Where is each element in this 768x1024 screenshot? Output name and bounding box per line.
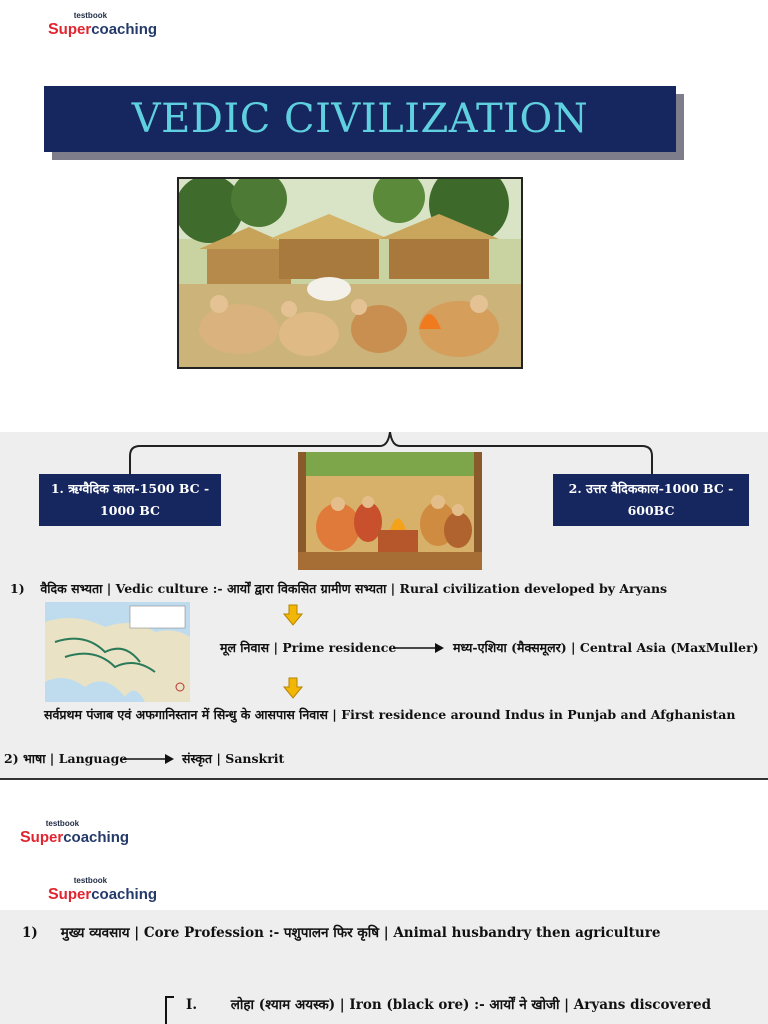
yajna-illustration (298, 452, 482, 570)
arrow-down-icon (283, 604, 303, 626)
logo-testbook-text: testbook (73, 876, 108, 885)
period-rigvedic-box: 1. ऋग्वैदिक काल-1500 BC - 1000 BC (39, 474, 221, 526)
culture-text: वैदिक सभ्यता | Vedic culture :- आर्यों द्वारा विकसित ग्रामीण सभ्यता | Rural civilization developed by Aryans (40, 581, 668, 596)
logo-testbook-text: testbook (45, 819, 80, 828)
page-title: VEDIC CIVILIZATION (131, 96, 589, 142)
language-label: 2) भाषा | Language (4, 751, 128, 766)
arrow-down-icon (283, 677, 303, 699)
iron-text: लोहा (श्याम अयस्क) | Iron (black ore) :- आर्यों ने खोजी | Aryans discovered (230, 997, 712, 1013)
profession-text: मुख्य व्यवसाय | Core Profession :- पशुपालन फिर कृषि | Animal husbandry then agriculture (60, 925, 661, 941)
arrow-right-icon (393, 642, 445, 654)
brand-logo: testbook Supercoaching (20, 819, 130, 846)
culture-line: 1) वैदिक सभ्यता | Vedic culture :- आर्यों द्वारा विकसित ग्रामीण सभ्यता | Rural civilization developed by Aryans (10, 581, 668, 596)
vedic-village-illustration (177, 177, 523, 369)
title-banner (44, 86, 676, 152)
bracket-icon (160, 994, 178, 1024)
arrow-right-icon (123, 753, 175, 765)
logo-testbook-text: testbook (73, 11, 108, 20)
brand-logo: testbook Supercoaching (48, 11, 158, 38)
first-residence-line: सर्वप्रथम पंजाब एवं अफगानिस्तान में सिन्धु के आसपास निवास | First residence around Indus in Punjab and Afghanistan (44, 707, 736, 722)
language-value: संस्कृत | Sanskrit (182, 751, 285, 766)
prime-residence-value: मध्य-एशिया (मैक्समूलर) | Central Asia (MaxMuller) (453, 640, 759, 655)
iron-line: I. लोहा (श्याम अयस्क) | Iron (black ore) :- आर्यों ने खोजी | Aryans discovered (186, 997, 712, 1013)
prime-residence-label: मूल निवास | Prime residence (220, 640, 397, 655)
section-vedic-periods (0, 432, 768, 780)
period-later-vedic-box: 2. उत्तर वैदिककाल-1000 BC - 600BC (553, 474, 749, 526)
aryan-migration-map (45, 602, 190, 702)
profession-line: 1) मुख्य व्यवसाय | Core Profession :- पशुपालन फिर कृषि | Animal husbandry then agriculture (22, 925, 661, 941)
section-profession (0, 910, 768, 1024)
brand-logo: testbook Supercoaching (48, 876, 158, 903)
prime-residence-line (220, 639, 396, 656)
